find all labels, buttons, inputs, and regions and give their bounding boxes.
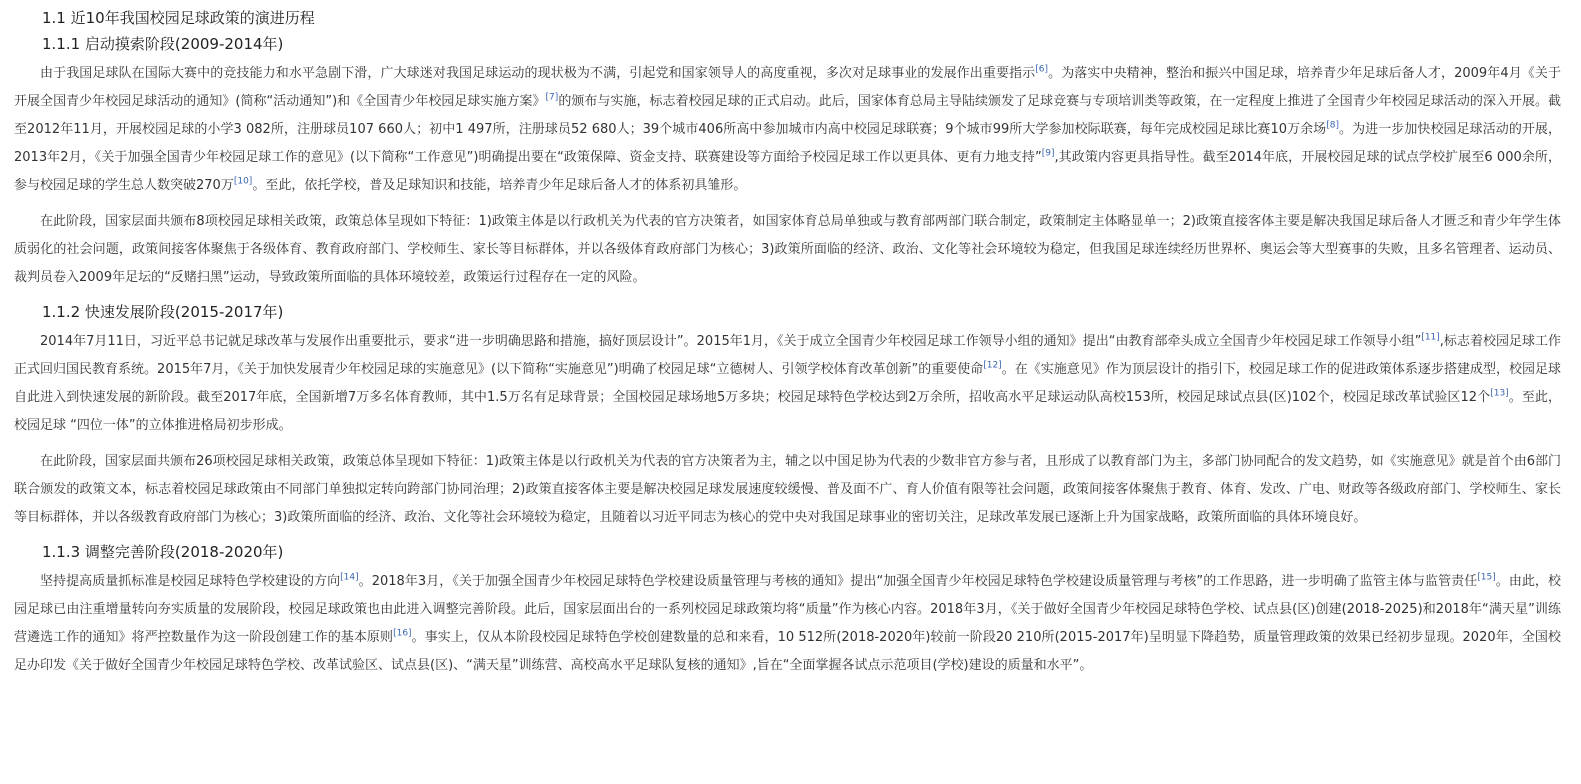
section-heading: 1.1 近10年我国校园足球政策的演进历程	[42, 9, 315, 27]
citation-ref-link[interactable]: [10]	[233, 176, 253, 187]
citation-ref-link[interactable]: [12]	[983, 360, 1002, 371]
text-segment: ,其政策内容更具指导性。截至2014年底，开展校园足球的试点学校扩展至6 000余所，参与校园足球的学生总人数突破270万	[14, 150, 1561, 193]
subsection-heading-3: 1.1.3 调整完善阶段(2018-2020年)	[42, 543, 284, 561]
text-segment: 在此阶段，国家层面共颁布26项校园足球相关政策，政策总体呈现如下特征：1)政策主体是以行政机关为代表的官方决策者为主，辅之以中国足协为代表的少数非官方参与者，且形成了以教育部门为主，多部门协同配合的发文趋势，如《实施意见》就是首个由6部门联合颁发的政策文本，标志着校园足球政策由不同部门单独拟定转向跨部门协同治理；2)政策直接客体主要是解决校园足球发展速度较缓慢、普及面不广、育人价值有限等社会问题，政策间接客体聚焦于教育、体育、发改、广电、财政等各级政府部门、学校师生、家长等目标群体，并以各级教育政府部门为核心；3)政策所面临的经济、政治、文化等社会环境较为稳定，且随着以习近平同志为核心的党中央对我国足球事业的密切关注，足球改革发展已逐渐上升为国家战略，政策所面临的具体环境良好。	[14, 454, 1561, 525]
citation-ref-link[interactable]: [6]	[1035, 64, 1049, 75]
text-segment: 。在《实施意见》作为顶层设计的指引下，校园足球工作的促进政策体系逐步搭建成型，校园足球自此进入到快速发展的新阶段。截至2017年底，全国新增7万多名体育教师，其中1.5万名有足球背景；全国校园足球场地5万多块；校园足球特色学校达到2万余所，招收高水平足球运动队高校153所，校园足球试点县(区)102个，校园足球改革试验区12个	[14, 362, 1561, 405]
paragraph	[14, 568, 1561, 680]
text-segment: 由于我国足球队在国际大赛中的竞技能力和水平急剧下滑，广大球迷对我国足球运动的现状极为不满，引起党和国家领导人的高度重视，多次对足球事业的发展作出重要指示	[40, 66, 1036, 81]
paragraph	[14, 208, 1561, 292]
text-segment: 。为进一步加快校园足球活动的开展，2013年2月，《关于加强全国青少年校园足球工作的意见》(以下简称“工作意见”)明确提出要在“政策保障、资金支持、联赛建设等方面给予校园足球工作以更具体、更有力地支持”	[14, 122, 1561, 165]
subsection-heading-1: 1.1.1 启动摸索阶段(2009-2014年)	[42, 35, 284, 53]
text-segment: 。至此，校园足球 “四位一体”的立体推进格局初步形成。	[14, 390, 1561, 433]
text-segment: 。事实上，仅从本阶段校园足球特色学校创建数量的总和来看，10 512所(2018-2020年)较前一阶段20 210所(2015-2017年)呈明显下降趋势，质量管理政策的效果已经初步显现。2020年，全国校足办印发《关于做好全国青少年校园足球特色学校、改革试验区、试点县(区)、“满天星”训练营、高校高水平足球队复核的通知》,旨在“全面掌握各试点示范项目(学校)建设的质量和水平”。	[14, 630, 1561, 673]
paragraph	[14, 448, 1561, 532]
text-segment: 。至此，依托学校，普及足球知识和技能，培养青少年足球后备人才的体系初具雏形。	[252, 178, 747, 193]
text-segment: 坚持提高质量抓标准是校园足球特色学校建设的方向	[40, 574, 341, 589]
text-segment: 在此阶段，国家层面共颁布8项校园足球相关政策，政策总体呈现如下特征：1)政策主体是以行政机关为代表的官方决策者，如国家体育总局单独或与教育部两部门联合制定，政策制定主体略显单一；2)政策直接客体主要是解决我国足球后备人才匮乏和青少年学生体质弱化的社会问题，政策间接客体聚焦于各级体育、教育政府部门、学校师生、家长等目标群体，并以各级体育政府部门为核心；3)政策所面临的经济、政治、文化等社会环境较为稳定，但我国足球连续经历世界杯、奥运会等大型赛事的失败，且多名管理者、运动员、裁判员卷入2009年足坛的“反赌扫黑”运动，导致政策所面临的具体环境较差，政策运行过程存在一定的风险。	[14, 214, 1561, 285]
paragraph	[14, 328, 1561, 440]
citation-ref-link[interactable]: [16]	[393, 628, 412, 639]
citation-ref-link[interactable]: [15]	[1477, 572, 1496, 583]
citation-ref-link[interactable]: [11]	[1421, 332, 1440, 343]
paragraph	[14, 60, 1561, 200]
text-segment: 。由此，校园足球已由注重增量转向夯实质量的发展阶段，校园足球政策也由此进入调整完善阶段。此后，国家层面出台的一系列校园足球政策均将“质量”作为核心内容。2018年3月，《关于做好全国青少年校园足球特色学校、试点县(区)创建(2018-2025)和2018年“满天星”训练营遴选工作的通知》将严控数量作为这一阶段创建工作的基本原则	[14, 574, 1561, 645]
citation-ref-link[interactable]: [9]	[1041, 148, 1055, 159]
citation-ref-link[interactable]: [8]	[1326, 120, 1339, 131]
text-segment: 。为落实中央精神，整治和振兴中国足球，培养青少年足球后备人才，2009年4月《关于开展全国青少年校园足球活动的通知》(简称“活动通知”)和《全国青少年校园足球实施方案》	[14, 66, 1561, 109]
citation-ref-link[interactable]: [7]	[545, 92, 559, 103]
text-segment: 2014年7月11日，习近平总书记就足球改革与发展作出重要批示，要求“进一步明确思路和措施，搞好顶层设计”。2015年1月，《关于成立全国青少年校园足球工作领导小组的通知》提出“由教育部牵头成立全国青少年校园足球工作领导小组”	[40, 334, 1422, 349]
text-segment: ,标志着校园足球工作正式回归国民教育系统。2015年7月，《关于加快发展青少年校园足球的实施意见》(以下简称“实施意见”)明确了校园足球“立德树人、引领学校体育改革创新”的重要使命	[14, 334, 1561, 377]
text-segment: 。2018年3月，《关于加强全国青少年校园足球特色学校建设质量管理与考核的通知》提出“加强全国青少年校园足球特色学校建设质量管理与考核”的工作思路，进一步明确了监管主体与监管责任	[358, 574, 1478, 589]
citation-ref-link[interactable]: [14]	[340, 572, 359, 583]
subsection-heading-2: 1.1.2 快速发展阶段(2015-2017年)	[42, 303, 284, 321]
text-segment: 的颁布与实施，标志着校园足球的正式启动。此后，国家体育总局主导陆续颁发了足球竞赛与专项培训类等政策，在一定程度上推进了全国青少年校园足球活动的深入开展。截至2012年11月，开展校园足球的小学3 082所，注册球员107 660人；初中1 497所，注册球员52 680人；39个城市406所高中参加城市内高中校园足球联赛；9个城市99所大学参加校际联赛，每年完成校园足球比赛10万余场	[14, 94, 1561, 137]
citation-ref-link[interactable]: [13]	[1490, 388, 1509, 399]
